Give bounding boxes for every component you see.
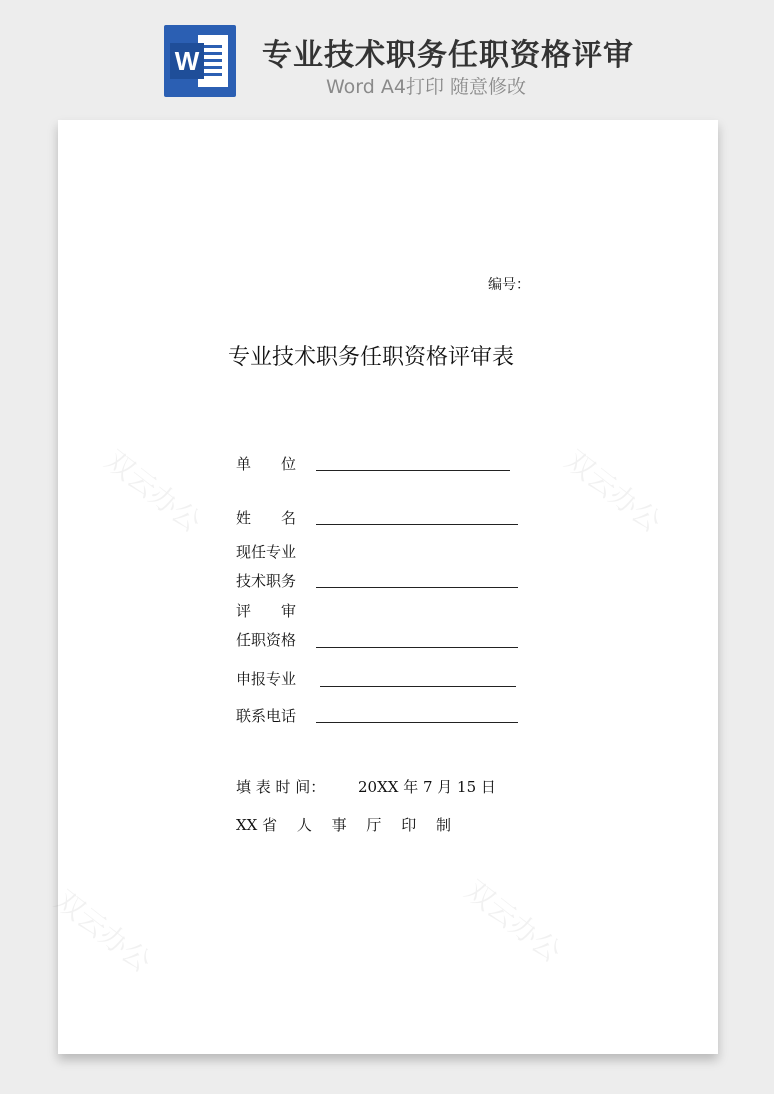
document-page: [48, 120, 718, 1054]
field-line-specialty[interactable]: [320, 686, 516, 687]
document-number-label: 编号：: [488, 277, 530, 293]
field-line-name[interactable]: [316, 524, 518, 525]
document-title: 专业技术职务任职资格评审表: [228, 345, 515, 370]
field-label-name: 姓 名: [236, 509, 297, 527]
field-label-review-2: 任职资格: [236, 631, 297, 649]
word-icon: [164, 25, 236, 97]
watermark: 双云办公: [48, 883, 158, 979]
field-label-current-title-1: 现任专业: [236, 543, 297, 561]
printer-line: XX 省 人 事 厅 印 制: [236, 816, 451, 834]
field-line-unit[interactable]: [316, 470, 510, 471]
fill-date-value: 20XX 年 7 月 15 日: [358, 778, 496, 796]
watermark: 双云办公: [558, 443, 668, 539]
field-line-phone[interactable]: [316, 722, 518, 723]
field-label-unit: 单 位: [236, 455, 297, 473]
header: [0, 0, 774, 110]
field-line-current-title[interactable]: [316, 587, 518, 588]
fill-date-label: 填 表 时 间：: [236, 778, 326, 796]
field-label-review-1: 评 审: [236, 602, 297, 620]
field-label-phone: 联系电话: [236, 707, 297, 725]
header-subtitle: Word A4打印 随意修改: [326, 76, 527, 98]
field-label-current-title-2: 技术职务: [236, 572, 297, 590]
word-icon-letter: W: [170, 43, 204, 79]
field-label-specialty: 申报专业: [236, 670, 297, 688]
field-line-review[interactable]: [316, 647, 518, 648]
watermark: 双云办公: [98, 443, 208, 539]
watermark: 双云办公: [458, 873, 568, 969]
header-title: 专业技术职务任职资格评审: [262, 38, 634, 73]
